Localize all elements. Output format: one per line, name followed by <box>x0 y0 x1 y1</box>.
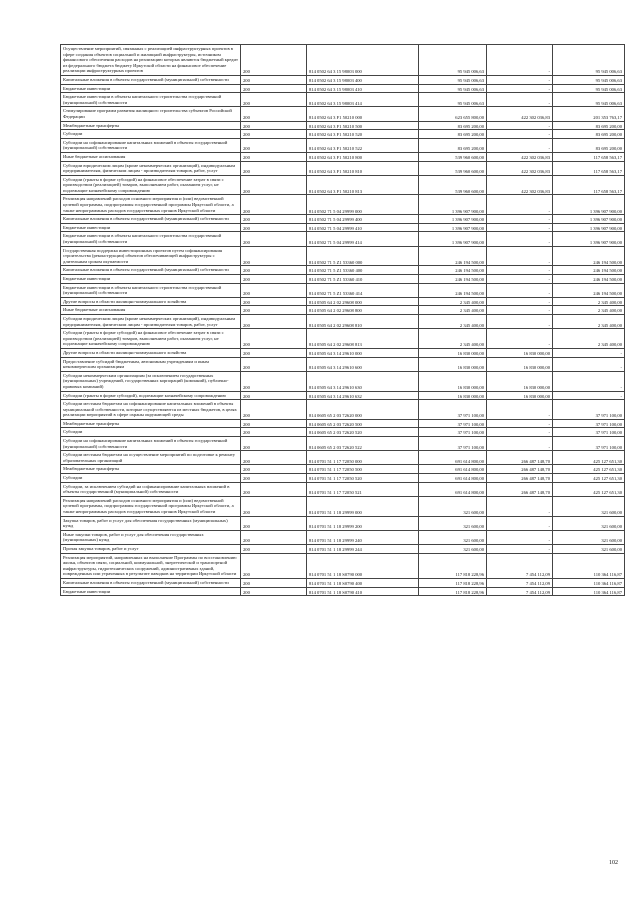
table-row <box>61 45 625 76</box>
row-approved-amount-cell: 2 345 400,00 <box>419 329 487 349</box>
row-name-cell: Субсидии на софинансирование капитальных вложений в объекты государственной (муниципальной) собственности <box>61 138 241 152</box>
row-executed-amount-cell: 422 302 036,83 <box>487 107 553 121</box>
row-classification-cell: 814 0605 65 2 03 72620 000 <box>307 400 419 420</box>
row-classification-cell: 814 0502 71 5 Z1 53360 414 <box>307 283 419 297</box>
table-row <box>61 357 625 371</box>
row-classification-cell: 814 0502 71 5 Z1 53360 400 <box>307 266 419 275</box>
row-classification-cell: 814 0701 51 1 18 29999 000 <box>307 496 419 516</box>
row-name-cell: Капитальные вложения в объекты государственной (муниципальной) собственности <box>61 266 241 275</box>
row-code-cell: 200 <box>241 482 307 496</box>
row-remaining-amount-cell: 201 353 763,17 <box>553 107 625 121</box>
table-row <box>61 437 625 451</box>
row-classification-cell: 814 0505 64 3 14 29610 630 <box>307 371 419 391</box>
row-remaining-amount-cell: - <box>553 348 625 357</box>
budget-table-body <box>61 45 625 596</box>
row-code-cell: 200 <box>241 45 307 76</box>
table-row <box>61 93 625 107</box>
row-approved-amount-cell: 117 818 228,96 <box>419 587 487 596</box>
row-remaining-amount-cell: 110 364 116,87 <box>553 553 625 578</box>
row-code-cell: 200 <box>241 465 307 474</box>
row-executed-amount-cell: 16 830 000,00 <box>487 348 553 357</box>
row-name-cell: Межбюджетные трансферты <box>61 465 241 474</box>
row-executed-amount-cell: - <box>487 530 553 544</box>
row-executed-amount-cell: - <box>487 232 553 246</box>
row-remaining-amount-cell: 425 127 651,30 <box>553 482 625 496</box>
table-row <box>61 474 625 483</box>
budget-table <box>60 44 625 596</box>
row-remaining-amount-cell: 425 127 651,30 <box>553 465 625 474</box>
row-executed-amount-cell: - <box>487 121 553 130</box>
row-remaining-amount-cell: 110 364 116,87 <box>553 587 625 596</box>
row-remaining-amount-cell: 2 345 400,00 <box>553 306 625 315</box>
row-classification-cell: 814 0505 64 2 02 29608 810 <box>307 314 419 328</box>
row-name-cell: Иные бюджетные ассигнования <box>61 306 241 315</box>
row-executed-amount-cell: - <box>487 93 553 107</box>
row-code-cell: 200 <box>241 215 307 224</box>
row-code-cell: 200 <box>241 357 307 371</box>
row-approved-amount-cell: 246 194 500,00 <box>419 266 487 275</box>
row-remaining-amount-cell: 425 127 651,30 <box>553 474 625 483</box>
row-classification-cell: 814 0505 64 3 14 29610 600 <box>307 357 419 371</box>
row-name-cell: Закупка товаров, работ и услуг для обеспечения государственных (муниципальных) нужд <box>61 516 241 530</box>
row-classification-cell: 814 0502 64 3 F1 50210 520 <box>307 130 419 139</box>
table-row <box>61 314 625 328</box>
row-approved-amount-cell: 691 614 800,00 <box>419 451 487 465</box>
row-remaining-amount-cell: - <box>553 391 625 400</box>
row-classification-cell: 814 0605 65 2 03 72620 520 <box>307 428 419 437</box>
row-remaining-amount-cell: 95 945 006,63 <box>553 84 625 93</box>
row-approved-amount-cell: 95 945 006,63 <box>419 93 487 107</box>
row-executed-amount-cell: 266 487 148,70 <box>487 474 553 483</box>
row-executed-amount-cell: 7 454 112,09 <box>487 553 553 578</box>
row-remaining-amount-cell: 2 345 400,00 <box>553 314 625 328</box>
row-name-cell: Бюджетные инвестиции в объекты капитального строительства государственной (муниципальной) собственности <box>61 283 241 297</box>
row-remaining-amount-cell: 110 364 116,87 <box>553 578 625 587</box>
row-code-cell: 200 <box>241 283 307 297</box>
row-approved-amount-cell: 623 655 800,00 <box>419 107 487 121</box>
row-code-cell: 200 <box>241 297 307 306</box>
table-row <box>61 329 625 349</box>
row-name-cell: Субсидии <box>61 428 241 437</box>
row-classification-cell: 814 0502 64 3 15 98003 000 <box>307 45 419 76</box>
row-remaining-amount-cell: 1 396 907 900,00 <box>553 195 625 215</box>
row-name-cell: Бюджетные инвестиции в объекты капитального строительства государственной (муниципальной) собственности <box>61 93 241 107</box>
row-executed-amount-cell: - <box>487 428 553 437</box>
row-classification-cell: 814 0701 51 1 17 72050 521 <box>307 482 419 496</box>
row-code-cell: 200 <box>241 578 307 587</box>
row-executed-amount-cell: - <box>487 419 553 428</box>
row-approved-amount-cell: 117 818 228,96 <box>419 578 487 587</box>
row-remaining-amount-cell: 246 194 500,00 <box>553 266 625 275</box>
row-executed-amount-cell: 422 302 036,83 <box>487 152 553 161</box>
row-code-cell: 200 <box>241 496 307 516</box>
table-row <box>61 428 625 437</box>
row-classification-cell: 814 0502 64 3 15 98003 400 <box>307 75 419 84</box>
row-name-cell: Реализация направлений расходов основного мероприятия и (или) ведомственной целевой программы, подпрограммы государственной программы Иркутской области, а также непрограммных расходов государственных органов Иркутской области <box>61 496 241 516</box>
table-row <box>61 587 625 596</box>
row-remaining-amount-cell: 321 600,00 <box>553 516 625 530</box>
row-executed-amount-cell: 7 454 112,09 <box>487 587 553 596</box>
row-executed-amount-cell: - <box>487 400 553 420</box>
row-approved-amount-cell: 37 971 100,00 <box>419 419 487 428</box>
table-row <box>61 400 625 420</box>
row-approved-amount-cell: 246 194 500,00 <box>419 246 487 266</box>
row-approved-amount-cell: 321 600,00 <box>419 530 487 544</box>
row-name-cell: Субсидии, за исключением субсидий на софинансирование капитальных вложений в объекты государственной (муниципальной) собственности <box>61 482 241 496</box>
table-row <box>61 451 625 465</box>
row-name-cell: Бюджетные инвестиции <box>61 275 241 284</box>
row-code-cell: 200 <box>241 348 307 357</box>
table-row <box>61 544 625 553</box>
row-approved-amount-cell: 37 971 100,00 <box>419 400 487 420</box>
row-code-cell: 200 <box>241 587 307 596</box>
table-row <box>61 130 625 139</box>
row-classification-cell: 814 0505 64 3 14 29610 632 <box>307 391 419 400</box>
row-approved-amount-cell: 2 345 400,00 <box>419 297 487 306</box>
row-classification-cell: 814 0502 71 5 Z1 53360 000 <box>307 246 419 266</box>
row-classification-cell: 814 0701 51 1 18 S0790 000 <box>307 553 419 578</box>
row-code-cell: 200 <box>241 306 307 315</box>
row-approved-amount-cell: 37 971 100,00 <box>419 437 487 451</box>
row-name-cell: Другие вопросы в области жилищно-коммунального хозяйства <box>61 348 241 357</box>
row-code-cell: 200 <box>241 223 307 232</box>
row-executed-amount-cell: - <box>487 195 553 215</box>
table-row <box>61 161 625 175</box>
row-remaining-amount-cell: 246 194 500,00 <box>553 283 625 297</box>
row-code-cell: 200 <box>241 516 307 530</box>
row-code-cell: 200 <box>241 93 307 107</box>
row-code-cell: 200 <box>241 175 307 195</box>
page-number: 102 <box>609 860 618 866</box>
table-row <box>61 348 625 357</box>
table-row <box>61 275 625 284</box>
row-code-cell: 200 <box>241 75 307 84</box>
row-classification-cell: 814 0505 64 2 02 29608 000 <box>307 297 419 306</box>
row-classification-cell: 814 0502 64 3 F1 50210 800 <box>307 152 419 161</box>
row-executed-amount-cell: - <box>487 516 553 530</box>
row-executed-amount-cell: - <box>487 45 553 76</box>
row-name-cell: Капитальные вложения в объекты государственной (муниципальной) собственности <box>61 578 241 587</box>
row-executed-amount-cell: 266 487 148,70 <box>487 451 553 465</box>
row-executed-amount-cell: - <box>487 437 553 451</box>
table-row <box>61 266 625 275</box>
row-remaining-amount-cell: 117 658 563,17 <box>553 175 625 195</box>
row-code-cell: 200 <box>241 275 307 284</box>
row-name-cell: Реализация направлений расходов основного мероприятия и (или) ведомственной целевой программы, подпрограммы государственной программы Иркутской области, а также непрограммных расходов государственных органов Иркутской области <box>61 195 241 215</box>
row-classification-cell: 814 0701 51 1 18 29999 200 <box>307 516 419 530</box>
table-row <box>61 297 625 306</box>
row-code-cell: 200 <box>241 329 307 349</box>
row-classification-cell: 814 0502 71 5 Z1 53360 410 <box>307 275 419 284</box>
row-executed-amount-cell: - <box>487 223 553 232</box>
row-approved-amount-cell: 37 971 100,00 <box>419 428 487 437</box>
row-executed-amount-cell: 7 454 112,09 <box>487 578 553 587</box>
table-row <box>61 482 625 496</box>
table-row <box>61 496 625 516</box>
row-executed-amount-cell: 266 487 148,70 <box>487 482 553 496</box>
row-classification-cell: 814 0701 51 1 17 72050 500 <box>307 465 419 474</box>
row-approved-amount-cell: 1 396 907 900,00 <box>419 195 487 215</box>
row-approved-amount-cell: 95 945 006,63 <box>419 45 487 76</box>
row-name-cell: Прочая закупка товаров, работ и услуг <box>61 544 241 553</box>
row-approved-amount-cell: 691 614 800,00 <box>419 465 487 474</box>
row-classification-cell: 814 0701 51 1 18 29999 244 <box>307 544 419 553</box>
row-approved-amount-cell: 539 960 600,00 <box>419 175 487 195</box>
row-executed-amount-cell: - <box>487 329 553 349</box>
row-executed-amount-cell: 16 830 000,00 <box>487 357 553 371</box>
row-classification-cell: 814 0502 71 5 04 29999 000 <box>307 195 419 215</box>
table-row <box>61 232 625 246</box>
row-name-cell: Капитальные вложения в объекты государственной (муниципальной) собственности <box>61 75 241 84</box>
row-executed-amount-cell: - <box>487 544 553 553</box>
table-row <box>61 391 625 400</box>
table-row <box>61 75 625 84</box>
row-remaining-amount-cell: 1 396 907 900,00 <box>553 223 625 232</box>
row-name-cell: Субсидии на софинансирование капитальных вложений в объекты государственной (муниципальной) собственности <box>61 437 241 451</box>
row-name-cell: Осуществление мероприятий, связанных с реализацией инфраструктурных проектов в сфере создания объектов социальной и жилищной инфраструктуры, источником финансового обеспечения расходов на реализацию которых являются бюджетный кредит из федерального бюджета бюджету Иркутской области на финансовое обеспечение реализации инфраструктурных проектов <box>61 45 241 76</box>
table-row <box>61 553 625 578</box>
row-classification-cell: 814 0502 64 3 F1 50210 500 <box>307 121 419 130</box>
row-name-cell: Субсидии <box>61 474 241 483</box>
row-name-cell: Субсидии (гранты в форме субсидий) на финансовое обеспечение затрат в связи с производством (реализацией) товаров, выполнением работ, оказанием услуг, не подлежащие казначейскому сопровождению <box>61 329 241 349</box>
row-remaining-amount-cell: 1 396 907 900,00 <box>553 232 625 246</box>
row-name-cell: Субсидии местным бюджетам на осуществление мероприятий по подготовке к ремонту образовательных организаций <box>61 451 241 465</box>
row-code-cell: 200 <box>241 121 307 130</box>
row-executed-amount-cell: - <box>487 215 553 224</box>
table-row <box>61 107 625 121</box>
row-executed-amount-cell: - <box>487 496 553 516</box>
row-approved-amount-cell: 16 830 000,00 <box>419 357 487 371</box>
table-row <box>61 516 625 530</box>
row-name-cell: Субсидии (гранты в форме субсидий), подлежащие казначейскому сопровождению <box>61 391 241 400</box>
row-code-cell: 200 <box>241 544 307 553</box>
row-code-cell: 200 <box>241 419 307 428</box>
row-approved-amount-cell: 1 396 907 900,00 <box>419 223 487 232</box>
row-name-cell: Государственная поддержка инвестиционных проектов путем софинансирования строительства (реконструкции) объектов обеспечивающей инфраструктуры с длительным сроком окупаемости <box>61 246 241 266</box>
table-row <box>61 175 625 195</box>
row-executed-amount-cell: - <box>487 266 553 275</box>
row-executed-amount-cell: - <box>487 314 553 328</box>
row-classification-cell: 814 0605 65 2 03 72620 500 <box>307 419 419 428</box>
row-name-cell: Бюджетные инвестиции <box>61 84 241 93</box>
row-approved-amount-cell: 16 830 000,00 <box>419 371 487 391</box>
row-classification-cell: 814 0605 65 2 03 72620 522 <box>307 437 419 451</box>
row-remaining-amount-cell: 117 658 563,17 <box>553 152 625 161</box>
row-name-cell: Реализация мероприятий, направленных на выполнение Программы по восстановлению жилья, объектов связи, социальной, коммунальной, энергетической и транспортной инфраструктуры, гидротехнических сооружений, административных зданий, поврежденных или утраченных в результате паводков на территории Иркутской области <box>61 553 241 578</box>
row-classification-cell: 814 0701 51 1 17 72050 520 <box>307 474 419 483</box>
row-executed-amount-cell: 266 487 148,70 <box>487 465 553 474</box>
row-approved-amount-cell: 691 614 800,00 <box>419 482 487 496</box>
row-executed-amount-cell: - <box>487 306 553 315</box>
row-approved-amount-cell: 2 345 400,00 <box>419 314 487 328</box>
row-approved-amount-cell: 83 695 200,00 <box>419 130 487 139</box>
row-classification-cell: 814 0502 64 3 F1 50210 813 <box>307 175 419 195</box>
row-remaining-amount-cell: - <box>553 371 625 391</box>
table-row <box>61 152 625 161</box>
row-approved-amount-cell: 117 818 228,96 <box>419 553 487 578</box>
table-row <box>61 371 625 391</box>
row-approved-amount-cell: 321 600,00 <box>419 544 487 553</box>
row-approved-amount-cell: 16 830 000,00 <box>419 391 487 400</box>
row-code-cell: 200 <box>241 530 307 544</box>
row-executed-amount-cell: - <box>487 283 553 297</box>
row-classification-cell: 814 0701 51 1 18 S0790 400 <box>307 578 419 587</box>
table-row <box>61 84 625 93</box>
row-remaining-amount-cell: 37 971 100,00 <box>553 437 625 451</box>
row-executed-amount-cell: - <box>487 84 553 93</box>
row-classification-cell: 814 0502 71 5 04 29999 410 <box>307 223 419 232</box>
row-code-cell: 200 <box>241 553 307 578</box>
row-remaining-amount-cell: 117 658 563,17 <box>553 161 625 175</box>
table-row <box>61 283 625 297</box>
row-code-cell: 200 <box>241 138 307 152</box>
row-approved-amount-cell: 539 960 600,00 <box>419 152 487 161</box>
row-approved-amount-cell: 83 695 200,00 <box>419 138 487 152</box>
row-remaining-amount-cell: 83 695 200,00 <box>553 121 625 130</box>
row-name-cell: Бюджетные инвестиции в объекты капитального строительства государственной (муниципальной) собственности <box>61 232 241 246</box>
row-executed-amount-cell: - <box>487 297 553 306</box>
row-name-cell: Иные бюджетные ассигнования <box>61 152 241 161</box>
row-remaining-amount-cell: 2 345 400,00 <box>553 329 625 349</box>
row-name-cell: Капитальные вложения в объекты государственной (муниципальной) собственности <box>61 215 241 224</box>
row-classification-cell: 814 0505 64 2 02 29608 813 <box>307 329 419 349</box>
row-name-cell: Субсидии некоммерческим организациям (за исключением государственных (муниципальных) учреждений, государственных корпораций (компаний), публично-правовых компаний) <box>61 371 241 391</box>
row-name-cell: Иные закупки товаров, работ и услуг для обеспечения государственных (муниципальных) нужд <box>61 530 241 544</box>
row-classification-cell: 814 0502 64 3 F1 50210 000 <box>307 107 419 121</box>
row-code-cell: 200 <box>241 266 307 275</box>
row-code-cell: 200 <box>241 84 307 93</box>
row-executed-amount-cell: 422 302 036,83 <box>487 161 553 175</box>
row-name-cell: Субсидии (гранты в форме субсидий) на финансовое обеспечение затрат в связи с производством (реализацией) товаров, выполнением работ, оказанием услуг, не подлежащие казначейскому сопровождению <box>61 175 241 195</box>
row-classification-cell: 814 0701 51 1 18 29999 240 <box>307 530 419 544</box>
row-executed-amount-cell: 16 830 000,00 <box>487 391 553 400</box>
row-name-cell: Бюджетные инвестиции <box>61 223 241 232</box>
row-remaining-amount-cell: 246 194 500,00 <box>553 246 625 266</box>
row-code-cell: 200 <box>241 451 307 465</box>
row-code-cell: 200 <box>241 391 307 400</box>
row-remaining-amount-cell: 37 971 100,00 <box>553 419 625 428</box>
row-name-cell: Стимулирование программ развития жилищного строительства субъектов Российской Федерации <box>61 107 241 121</box>
row-approved-amount-cell: 95 945 006,63 <box>419 75 487 84</box>
row-remaining-amount-cell: 83 695 200,00 <box>553 130 625 139</box>
row-name-cell: Бюджетные инвестиции <box>61 587 241 596</box>
table-row <box>61 306 625 315</box>
row-code-cell: 200 <box>241 371 307 391</box>
row-remaining-amount-cell: 425 127 651,30 <box>553 451 625 465</box>
row-code-cell: 200 <box>241 152 307 161</box>
row-approved-amount-cell: 691 614 800,00 <box>419 474 487 483</box>
row-approved-amount-cell: 246 194 500,00 <box>419 283 487 297</box>
row-executed-amount-cell: - <box>487 75 553 84</box>
row-approved-amount-cell: 2 345 400,00 <box>419 306 487 315</box>
row-approved-amount-cell: 321 600,00 <box>419 516 487 530</box>
row-approved-amount-cell: 321 600,00 <box>419 496 487 516</box>
row-approved-amount-cell: 16 830 000,00 <box>419 348 487 357</box>
row-remaining-amount-cell: - <box>553 357 625 371</box>
table-row <box>61 419 625 428</box>
table-row <box>61 138 625 152</box>
row-classification-cell: 814 0502 64 3 15 98003 410 <box>307 84 419 93</box>
row-remaining-amount-cell: 95 945 006,63 <box>553 45 625 76</box>
table-row <box>61 246 625 266</box>
row-code-cell: 200 <box>241 428 307 437</box>
row-executed-amount-cell: 422 302 036,83 <box>487 175 553 195</box>
table-row <box>61 223 625 232</box>
row-remaining-amount-cell: 95 945 006,63 <box>553 75 625 84</box>
row-executed-amount-cell: - <box>487 275 553 284</box>
row-executed-amount-cell: 16 830 000,00 <box>487 371 553 391</box>
row-approved-amount-cell: 246 194 500,00 <box>419 275 487 284</box>
row-classification-cell: 814 0502 64 3 15 98003 414 <box>307 93 419 107</box>
table-row <box>61 465 625 474</box>
row-classification-cell: 814 0502 64 3 F1 50210 810 <box>307 161 419 175</box>
row-code-cell: 200 <box>241 130 307 139</box>
row-name-cell: Другие вопросы в области жилищно-коммунального хозяйства <box>61 297 241 306</box>
table-row <box>61 195 625 215</box>
table-row <box>61 530 625 544</box>
row-approved-amount-cell: 95 945 006,63 <box>419 84 487 93</box>
row-approved-amount-cell: 1 396 907 900,00 <box>419 215 487 224</box>
row-code-cell: 200 <box>241 474 307 483</box>
row-approved-amount-cell: 83 695 200,00 <box>419 121 487 130</box>
row-name-cell: Субсидии юридическим лицам (кроме некоммерческих организаций), индивидуальным предпринимателям, физическим лицам - производителям товаров, работ, услуг <box>61 161 241 175</box>
table-row <box>61 578 625 587</box>
row-executed-amount-cell: - <box>487 138 553 152</box>
row-code-cell: 200 <box>241 437 307 451</box>
row-classification-cell: 814 0701 51 1 17 72050 000 <box>307 451 419 465</box>
row-name-cell: Субсидии юридическим лицам (кроме некоммерческих организаций), индивидуальным предпринимателям, физическим лицам - производителям товаров, работ, услуг <box>61 314 241 328</box>
row-approved-amount-cell: 539 960 600,00 <box>419 161 487 175</box>
row-remaining-amount-cell: 246 194 500,00 <box>553 275 625 284</box>
row-remaining-amount-cell: 83 695 200,00 <box>553 138 625 152</box>
row-remaining-amount-cell: 2 345 400,00 <box>553 297 625 306</box>
table-row <box>61 215 625 224</box>
table-row <box>61 121 625 130</box>
row-approved-amount-cell: 1 396 907 900,00 <box>419 232 487 246</box>
row-remaining-amount-cell: 37 971 100,00 <box>553 400 625 420</box>
row-remaining-amount-cell: 321 600,00 <box>553 544 625 553</box>
row-remaining-amount-cell: 37 971 100,00 <box>553 428 625 437</box>
row-code-cell: 200 <box>241 400 307 420</box>
row-classification-cell: 814 0505 64 3 14 29610 000 <box>307 348 419 357</box>
row-classification-cell: 814 0701 51 1 18 S0790 410 <box>307 587 419 596</box>
row-name-cell: Субсидии <box>61 130 241 139</box>
row-code-cell: 200 <box>241 246 307 266</box>
row-name-cell: Субсидии местным бюджетам на софинансирование капитальных вложений в объекты муниципальной собственности, которые осуществляются из местных бюджетов, в целях реализации мероприятий в сфере охраны окружающей среды <box>61 400 241 420</box>
row-name-cell: Межбюджетные трансферты <box>61 121 241 130</box>
row-code-cell: 200 <box>241 161 307 175</box>
row-remaining-amount-cell: 1 396 907 900,00 <box>553 215 625 224</box>
row-executed-amount-cell: - <box>487 130 553 139</box>
row-classification-cell: 814 0505 64 2 02 29608 800 <box>307 306 419 315</box>
row-classification-cell: 814 0502 71 5 04 29999 400 <box>307 215 419 224</box>
row-name-cell: Предоставление субсидий бюджетным, автономным учреждениям и иным некоммерческим организациям <box>61 357 241 371</box>
row-name-cell: Межбюджетные трансферты <box>61 419 241 428</box>
row-classification-cell: 814 0502 64 3 F1 50210 522 <box>307 138 419 152</box>
row-remaining-amount-cell: 321 600,00 <box>553 496 625 516</box>
row-code-cell: 200 <box>241 232 307 246</box>
row-classification-cell: 814 0502 71 5 04 29999 414 <box>307 232 419 246</box>
row-executed-amount-cell: - <box>487 246 553 266</box>
row-code-cell: 200 <box>241 107 307 121</box>
row-code-cell: 200 <box>241 195 307 215</box>
row-remaining-amount-cell: 321 600,00 <box>553 530 625 544</box>
row-code-cell: 200 <box>241 314 307 328</box>
row-remaining-amount-cell: 95 945 006,63 <box>553 93 625 107</box>
